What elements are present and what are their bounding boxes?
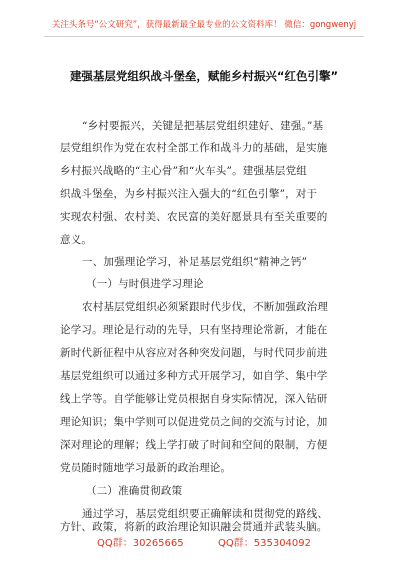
section-heading: 一、加强理论学习，补足基层党组织“精神之钙” [82, 256, 308, 268]
footer-qq-group-2: QQ群：535304092 [218, 538, 312, 549]
paragraph-line: 基层党组织可以通过多种方式开展学习，如自学、集中学 [60, 370, 328, 382]
paragraph-line: 线上学等。自学能够让党员根据自身实际情况，深入钻研 [60, 393, 328, 405]
paragraph-line: 论学习。理论是行动的先导，只有坚持理论常新，才能在 [60, 324, 328, 336]
footer-contact [0, 534, 408, 549]
paragraph-line: 通过学习，基层党组织要正确解读和贯彻党的路线、 [82, 508, 329, 520]
paragraph-line: 新时代新征程中从容应对各种突发问题，与时代同步前进 [60, 347, 328, 359]
subsection-heading: （二）准确贯彻政策 [86, 485, 183, 497]
paragraph-line: 党员随时随地学习最新的政治理论。 [60, 462, 232, 474]
header-banner: 关注头条号“公文研究”，获得最新最全最专业的公文资料库！ 微信：gongwenyj [51, 20, 357, 30]
paragraph-line: 意义。 [60, 234, 93, 246]
paragraph-line: 农村基层党组织必须紧跟时代步伐，不断加强政治理 [82, 301, 329, 313]
paragraph-line: “乡村要振兴，关键是把基层党组织建好、建强。”基 [82, 120, 324, 132]
paragraph-line: 理论知识；集中学则可以促进党员之间的交流与讨论，加 [60, 416, 328, 428]
paragraph-line: 实现农村强、农村美、农民富的美好愿景具有至关重要的 [60, 211, 328, 223]
header-divider [44, 36, 364, 37]
paragraph-line: 深对理论的理解；线上学打破了时间和空间的限制，方便 [60, 439, 328, 451]
document-title: 建强基层党组织战斗堡垒，赋能乡村振兴“红色引擎” [69, 69, 339, 83]
paragraph-line: 方针、政策，将新的政治理论知识融会贯通并武装头脑。 [60, 521, 328, 533]
subsection-heading: （一）与时俱进学习理论 [86, 278, 204, 290]
footer-qq-group-1: QQ群：30265665 [96, 538, 184, 549]
paragraph-line: 层党组织作为党在农村全部工作和战斗力的基础，是实施 [60, 142, 328, 154]
paragraph-line: 织战斗堡垒，为乡村振兴注入强大的“红色引擎”，对于 [60, 188, 318, 200]
paragraph-line: 乡村振兴战略的“主心骨”和“火车头”。建强基层党组 [60, 165, 307, 177]
